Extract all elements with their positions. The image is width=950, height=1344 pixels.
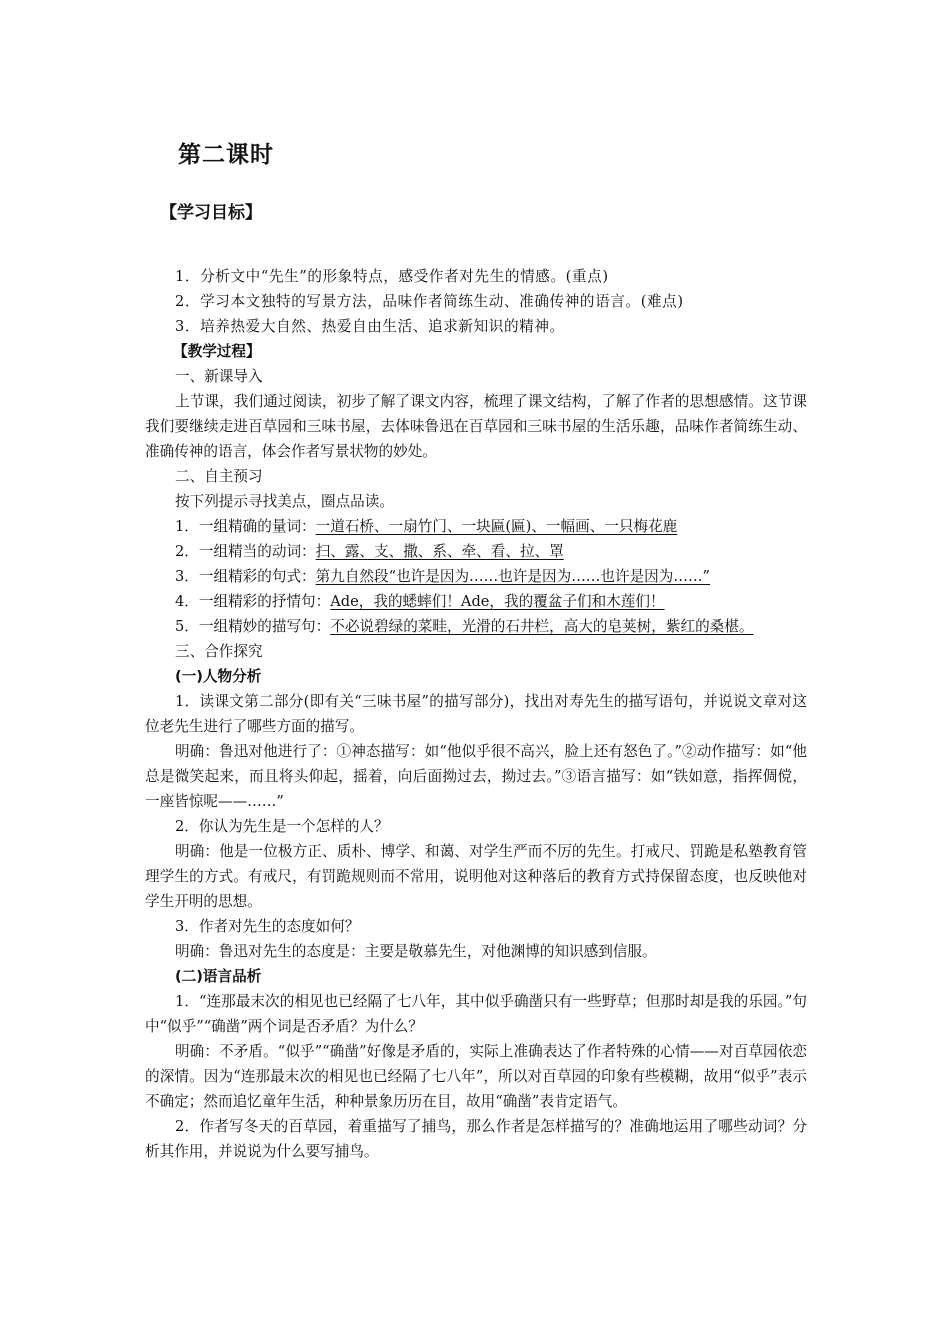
goal-item: 2．学习本文独特的写景方法，品味作者简练生动、准确传神的语言。(难点) xyxy=(175,293,684,310)
preview-label: 1．一组精确的量词： xyxy=(175,518,316,535)
page-title: 第二课时 xyxy=(178,142,274,168)
section-heading: 一、新课导入 xyxy=(175,368,263,385)
question: 2．作者写冬天的百草园，着重描写了捕鸟，那么作者是怎样描写的？准确地运用了哪些动词？分析其作用，并说说为什么要写捕鸟。 xyxy=(145,1118,807,1160)
answer: 明确：鲁迅对他进行了：①神态描写：如“他似乎很不高兴，脸上还有怒色了。”②动作描写：如“他总是微笑起来，而且将头仰起，摇着，向后面拗过去，拗过去。”③语言描写：如“铁如意，指挥倜傥，一座皆惊呢——……” xyxy=(145,743,807,810)
preview-label: 5．一组精妙的描写句： xyxy=(175,618,331,635)
answer: 明确：鲁迅对先生的态度是：主要是敬慕先生，对他渊博的知识感到信服。 xyxy=(175,943,657,960)
section-heading: 二、自主预习 xyxy=(175,468,263,485)
answer: 明确：他是一位极方正、质朴、博学、和蔼、对学生严而不厉的先生。打戒尺、罚跪是私塾教育管理学生的方式。有戒尺，有罚跪规则而不常用，说明他对这种落后的教育方式持保留态度，也反映他对学生开明的思想。 xyxy=(145,843,807,910)
goal-item: 3．培养热爱大自然、热爱自由生活、追求新知识的精神。 xyxy=(175,318,565,335)
paragraph: 按下列提示寻找美点，圈点品读。 xyxy=(175,493,394,510)
question: 1．“连那最末次的相见也已经隔了七八年，其中似乎确凿只有一些野草；但那时却是我的乐园。”句中“似乎”“确凿”两个词是否矛盾？为什么？ xyxy=(145,993,807,1035)
preview-item xyxy=(145,539,807,564)
section-heading: 三、合作探究 xyxy=(175,643,263,660)
preview-label: 4．一组精彩的抒情句： xyxy=(175,593,331,610)
paragraph: 上节课，我们通过阅读，初步了解了课文内容，梳理了课文结构，了解了作者的思想感情。这节课我们要继续走进百草园和三味书屋，去体味鲁迅在百草园和三味书屋的生活乐趣，品味作者简练生动、准确传神的语言，体会作者写景状物的妙处。 xyxy=(145,393,807,460)
preview-item xyxy=(145,514,807,539)
question: 2．你认为先生是一个怎样的人？ xyxy=(175,818,389,835)
preview-answer: 不必说碧绿的菜畦，光滑的石井栏，高大的皂荚树，紫红的桑椹。 xyxy=(330,618,754,635)
document-body xyxy=(145,264,807,1164)
goals-heading: 【学习目标】 xyxy=(160,203,262,223)
subsection-heading: (二)语言品析 xyxy=(175,968,262,985)
preview-answer: 一道石桥、一扇竹门、一块匾(匾)、一幅画、一只梅花鹿 xyxy=(315,518,678,535)
preview-answer: 扫、露、支、撒、系、牵、看、拉、罩 xyxy=(315,543,564,560)
preview-label: 3．一组精彩的句式： xyxy=(175,568,316,585)
preview-item xyxy=(145,589,807,614)
preview-item xyxy=(145,614,807,639)
answer: 明确：不矛盾。“似乎”“确凿”好像是矛盾的，实际上准确表达了作者特殊的心情——对百草园依恋的深情。因为“连那最末次的相见也已经隔了七八年”，所以对百草园的印象有些模糊，故用“似乎”表示不确定；然而追忆童年生活，种种景象历历在目，故用“确凿”表肯定语气。 xyxy=(145,1043,807,1110)
question: 1．读课文第二部分(即有关“三味书屋”的描写部分)，找出对寿先生的描写语句，并说说文章对这位老先生进行了哪些方面的描写。 xyxy=(145,693,807,735)
subsection-heading: (一)人物分析 xyxy=(175,668,262,685)
goal-item: 1．分析文中“先生”的形象特点，感受作者对先生的情感。(重点) xyxy=(175,268,609,285)
preview-answer: Ade，我的蟋蟀们！Ade，我的覆盆子们和木莲们！ xyxy=(330,593,665,610)
preview-label: 2．一组精当的动词： xyxy=(175,543,316,560)
question: 3．作者对先生的态度如何？ xyxy=(175,918,360,935)
preview-item xyxy=(145,564,807,589)
process-heading: 【教学过程】 xyxy=(173,343,261,360)
preview-answer: 第九自然段“也许是因为……也许是因为……也许是因为……” xyxy=(315,568,711,585)
